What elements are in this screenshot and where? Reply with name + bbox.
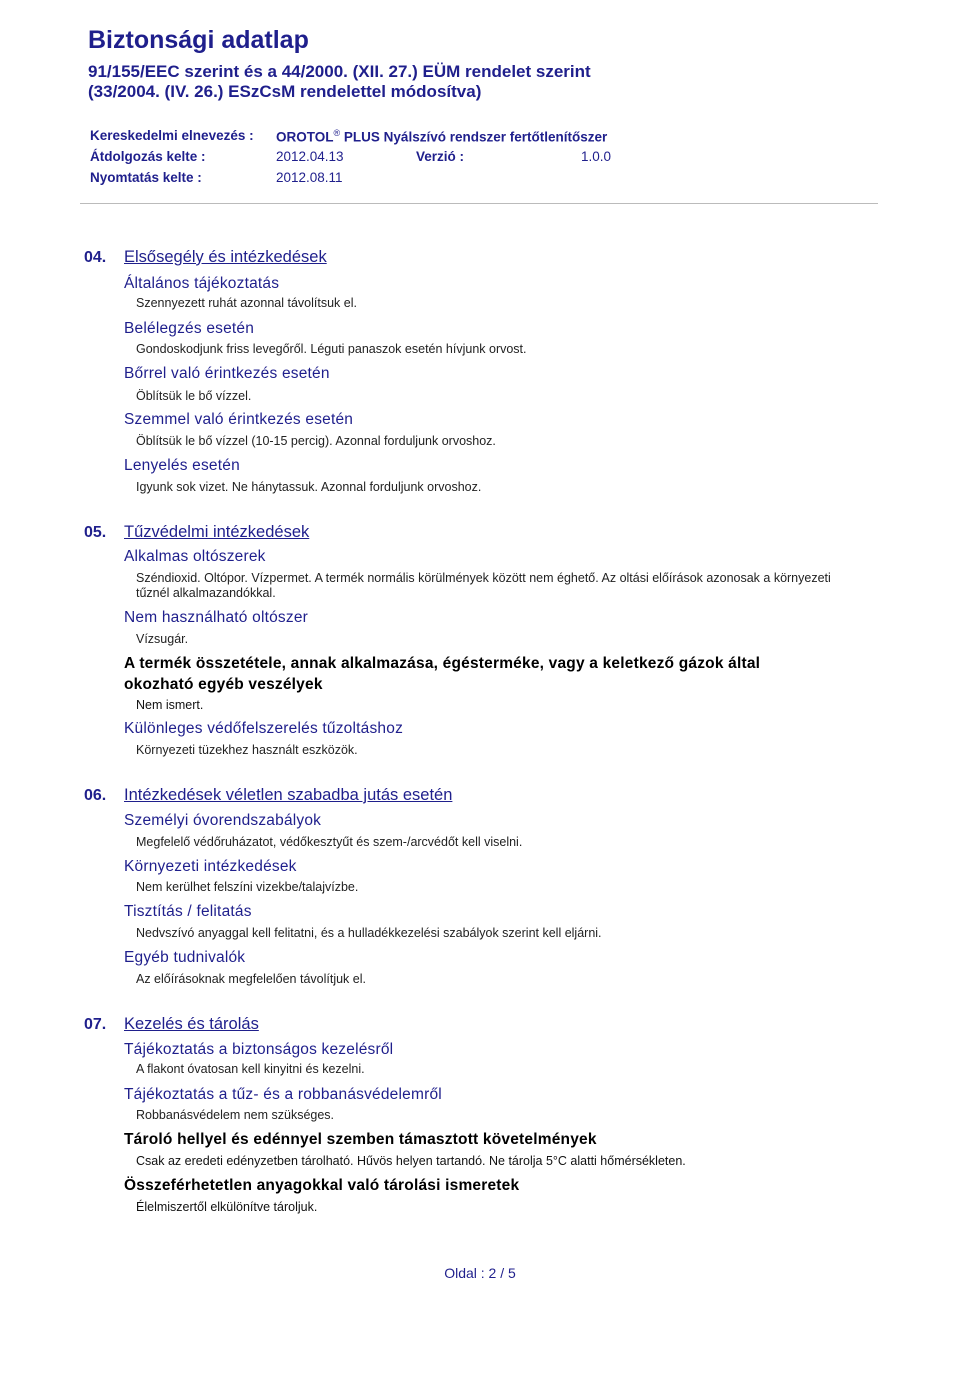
s04-eye-heading: Szemmel való érintkezés esetén [124, 411, 354, 428]
print-date-value: 2012.08.11 [276, 170, 343, 185]
s05-hazards-text: Nem ismert. [136, 698, 204, 712]
s04-skin-text: Öblítsük le bő vízzel. [136, 389, 252, 403]
s06-cleanup-text: Nedvszívó anyaggal kell felitatni, és a hulladékkezelési szabályok szerint kell eljárni. [136, 926, 602, 940]
s04-general-heading: Általános tájékoztatás [124, 275, 280, 292]
s06-other-text: Az előírásoknak megfelelően távolítjuk el. [136, 972, 366, 986]
regulation-line-2: (33/2004. (IV. 26.) ESzCsM rendelettel módosítva) [88, 82, 482, 101]
header-divider [80, 203, 878, 204]
s07-incompatible-text: Élelmiszertől elkülönítve tároljuk. [136, 1200, 318, 1214]
s05-unsuitable-text: Vízsugár. [136, 632, 189, 646]
s06-cleanup-heading: Tisztítás / felitatás [124, 903, 252, 920]
section-07-title: Kezelés és tárolás [124, 1015, 259, 1033]
s04-inhalation-text: Gondoskodjunk friss levegőről. Léguti panaszok esetén hívjunk orvost. [136, 342, 527, 356]
section-07-number: 07. [84, 1016, 107, 1033]
section-05-title: Tűzvédelmi intézkedések [124, 523, 310, 541]
s07-handling-heading: Tájékoztatás a biztonságos kezelésről [124, 1041, 394, 1058]
s05-protective-text: Környezeti tüzekhez használt eszközök. [136, 743, 358, 757]
s07-handling-text: A flakont óvatosan kell kinyitni és kezelni. [136, 1062, 365, 1076]
s07-fire-protection-text: Robbanásvédelem nem szükséges. [136, 1108, 335, 1122]
section-04-number: 04. [84, 249, 107, 266]
s06-personal-heading: Személyi óvorendszabályok [124, 812, 322, 829]
s07-storage-text: Csak az eredeti edényzetben tárolható. Hűvös helyen tartandó. Ne tárolja 5°C alatti hőmérsékleten. [136, 1154, 686, 1168]
s05-unsuitable-heading: Nem használható oltószer [124, 609, 309, 626]
version-value: 1.0.0 [581, 149, 612, 164]
s07-storage-heading: Tároló hellyel és edénnyel szemben támasztott követelmények [124, 1131, 597, 1148]
s05-suitable-text-line2: tűznél alkalmazandókkal. [136, 586, 276, 600]
section-04-title: Elsősegély és intézkedések [124, 248, 327, 266]
s05-protective-heading: Különleges védőfelszerelés tűzoltáshoz [124, 720, 404, 737]
s04-skin-heading: Bőrrel való érintkezés esetén [124, 365, 330, 382]
revision-date-value: 2012.04.13 [276, 149, 344, 164]
s07-incompatible-heading: Összeférhetetlen anyagokkal való tárolási ismeretek [124, 1177, 520, 1194]
s05-suitable-heading: Alkalmas oltószerek [124, 548, 266, 565]
s06-other-heading: Egyéb tudnivalók [124, 949, 246, 966]
s06-environment-text: Nem kerülhet felszíni vizekbe/talajvízbe. [136, 880, 359, 894]
page-number: Oldal : 2 / 5 [444, 1265, 516, 1281]
s05-hazards-heading-line1: A termék összetétele, annak alkalmazása, égésterméke, vagy a keletkező gázok által [124, 655, 761, 672]
s05-suitable-text-line1: Széndioxid. Oltópor. Vízpermet. A termék normális körülmények között nem éghető. Az oltási előírások azonosak a környezeti [136, 571, 831, 585]
revision-date-label: Átdolgozás kelte : [90, 149, 206, 164]
trade-name-part2: PLUS Nyálszívó rendszer fertőtlenítőszer [343, 129, 608, 145]
section-06-number: 06. [84, 787, 107, 804]
trade-name-value [276, 128, 607, 145]
s04-eye-text: Öblítsük le bő vízzel (10-15 percig). Azonnal forduljunk orvoshoz. [136, 434, 496, 448]
document-title: Biztonsági adatlap [88, 26, 309, 54]
s07-fire-protection-heading: Tájékoztatás a tűz- és a robbanásvédelemről [124, 1086, 442, 1103]
s04-ingestion-heading: Lenyelés esetén [124, 457, 240, 474]
trade-name-part1: OROTOL [276, 129, 334, 145]
print-date-label: Nyomtatás kelte : [90, 170, 202, 185]
regulation-line-1: 91/155/EEC szerint és a 44/2000. (XII. 27.) EÜM rendelet szerint [88, 62, 591, 81]
section-05-number: 05. [84, 524, 107, 541]
s06-environment-heading: Környezeti intézkedések [124, 858, 297, 875]
s06-personal-text: Megfelelő védőruházatot, védőkesztyűt és szem-/arcvédőt kell viselni. [136, 835, 523, 849]
s04-general-text: Szennyezett ruhát azonnal távolítsuk el. [136, 296, 357, 310]
s04-ingestion-text: Igyunk sok vizet. Ne hánytassuk. Azonnal forduljunk orvoshoz. [136, 480, 482, 494]
trade-name-label: Kereskedelmi elnevezés : [90, 128, 254, 143]
registered-mark: ® [333, 128, 341, 138]
section-06-title: Intézkedések véletlen szabadba jutás esetén [124, 786, 453, 804]
version-label: Verzió : [416, 149, 465, 164]
s04-inhalation-heading: Belélegzés esetén [124, 320, 255, 337]
s05-hazards-heading-line2: okozható egyéb veszélyek [124, 676, 323, 693]
